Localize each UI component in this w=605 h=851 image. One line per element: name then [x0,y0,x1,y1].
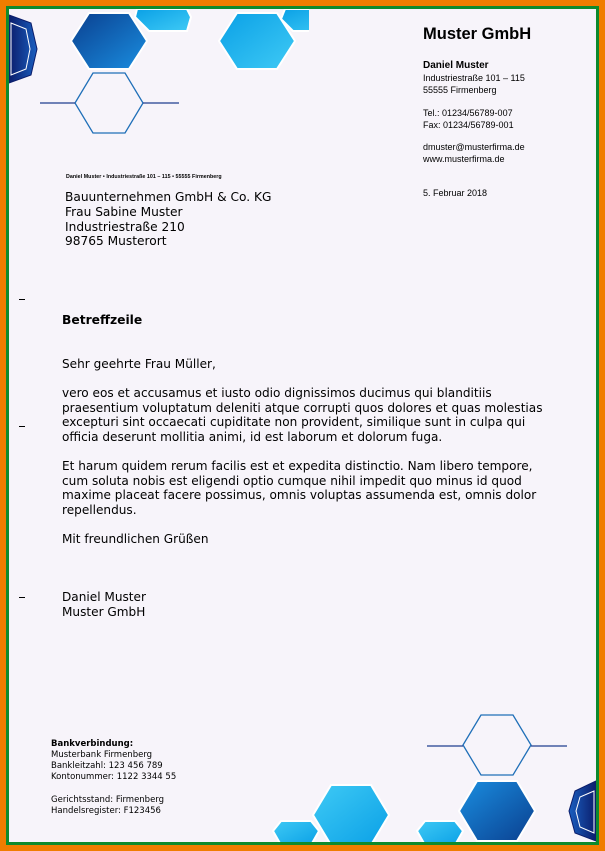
account-number: Kontonummer: 1122 3344 55 [51,772,177,782]
fold-mark-bottom [19,597,25,598]
letter-date: 5. Februar 2018 [423,188,488,198]
sender-email: dmuster@musterfirma.de [423,142,525,152]
recipient-street: Industriestraße 210 [65,219,185,234]
sender-phone: Tel.: 01234/56789-007 [423,108,513,118]
hexagon-decoration-top [9,9,309,149]
fold-mark-top [19,299,25,300]
commercial-register: Handelsregister: F123456 [51,806,161,816]
bank-heading: Bankverbindung: [51,739,134,749]
company-name: Muster GmbH [423,25,532,43]
recipient-city: 98765 Musterort [65,234,167,249]
court-of-jurisdiction: Gerichtsstand: Firmenberg [51,795,165,805]
sender-city: 55555 Firmenberg [423,85,497,95]
sender-fax: Fax: 01234/56789-001 [423,120,514,130]
hexagon-decoration-bottom [249,699,596,842]
recipient-company: Bauunternehmen GmbH & Co. KG [65,190,272,204]
subject-line: Betreffzeile [62,313,143,327]
bank-code: Bankleitzahl: 123 456 789 [51,761,163,771]
sender-name: Daniel Muster [423,60,489,71]
salutation: Sehr geehrte Frau Müller, [62,357,216,371]
body-paragraph-1: vero eos et accusamus et iusto odio dignissimos ducimus qui blanditiis praesentium voluptatum deleniti atque corrupti quos dolores et quas molestias excepturi sint occaecati cupiditate non provident, similique sunt in culpa qui officia deserunt mollitia animi, id est laborum et dolorum fuga. [62,386,543,444]
punch-mark [19,426,25,427]
recipient-address [65,190,271,249]
letter-page [9,9,596,842]
bank-name: Musterbank Firmenberg [51,750,153,760]
return-address-line: Daniel Muster • Industriestraße 101 – 115 • 55555 Firmenberg [66,174,222,180]
recipient-person: Frau Sabine Muster [65,204,183,219]
closing: Mit freundlichen Grüßen [62,532,209,546]
sender-website: www.musterfirma.de [423,154,505,164]
signature-name: Daniel Muster [62,590,146,604]
sender-street: Industriestraße 101 – 115 [423,73,525,83]
body-paragraph-2: Et harum quidem rerum facilis est et expedita distinctio. Nam libero tempore, cum soluta nobis est eligendi optio cumque nihil impedit quo minus id quod maxime placeat facere possimus, omnis voluptas assumenda est, omnis dolor repellendus. [62,459,537,517]
signature-company: Muster GmbH [62,605,146,619]
